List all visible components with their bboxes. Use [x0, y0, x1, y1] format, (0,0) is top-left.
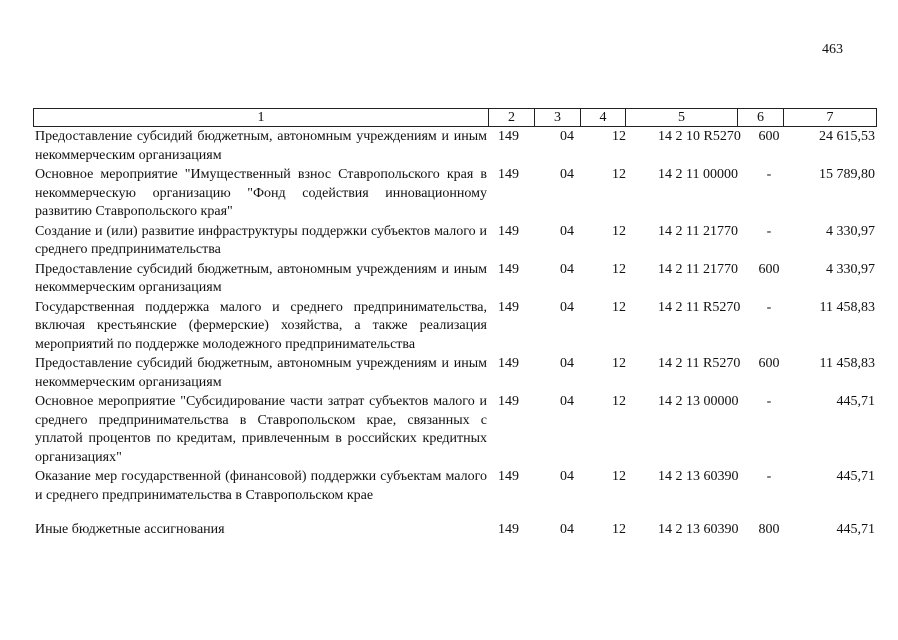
row-section: 04	[560, 522, 574, 537]
row-amount: 4 330,97	[826, 261, 875, 277]
header-col-1: 1	[34, 109, 489, 127]
row-target-article: 14 2 10 R5270	[658, 129, 741, 144]
row-ministry-code: 149	[498, 356, 519, 371]
table-header	[33, 108, 877, 127]
row-section: 04	[560, 299, 574, 315]
row-target-article: 14 2 11 R5270	[658, 299, 741, 315]
row-expense-type: 600	[758, 129, 780, 144]
row-amount: 11 458,83	[819, 299, 875, 315]
row-name: Оказание мер государственной (финансовой) поддержки субъектам малого и среднего предпринимательства в Ставропольском крае	[35, 469, 487, 503]
row-section: 04	[560, 129, 574, 144]
row-amount: 4 330,97	[826, 223, 875, 239]
table-body	[35, 128, 875, 540]
row-name: Иные бюджетные ассигнования	[35, 522, 225, 537]
header-col-7: 7	[784, 109, 877, 127]
row-section: 04	[560, 356, 574, 371]
row-ministry-code: 149	[498, 129, 519, 144]
row-subsection: 12	[612, 223, 626, 239]
row-target-article: 14 2 13 60390	[658, 469, 739, 484]
header-col-6: 6	[738, 109, 784, 127]
table-row	[35, 521, 875, 540]
row-target-article: 14 2 11 R5270	[658, 356, 741, 371]
row-section: 04	[560, 394, 574, 409]
table-row	[35, 393, 875, 467]
table-row	[35, 468, 875, 505]
row-subsection: 12	[612, 522, 626, 537]
row-target-article: 14 2 11 21770	[658, 261, 738, 277]
table-row	[35, 223, 875, 260]
row-name: Предоставление субсидий бюджетным, автономным учреждениям и иным некоммерческим организациям	[35, 356, 487, 390]
row-ministry-code: 149	[498, 167, 519, 182]
row-ministry-code: 149	[498, 261, 519, 277]
row-subsection: 12	[612, 394, 626, 409]
row-expense-type: -	[766, 394, 772, 409]
table-row	[35, 128, 875, 165]
row-subsection: 12	[612, 469, 626, 484]
row-expense-type: 600	[758, 261, 780, 277]
row-name: Создание и (или) развитие инфраструктуры поддержки субъектов малого и среднего предпринимательства	[35, 223, 487, 257]
page-number: 463	[822, 42, 843, 57]
table-row	[35, 355, 875, 392]
row-expense-type: 600	[758, 356, 780, 371]
row-subsection: 12	[612, 129, 626, 144]
header-col-4: 4	[581, 109, 626, 127]
row-ministry-code: 149	[498, 469, 519, 484]
row-target-article: 14 2 11 21770	[658, 223, 738, 239]
header-col-2: 2	[489, 109, 535, 127]
row-expense-type: -	[766, 167, 772, 182]
header-col-3: 3	[535, 109, 581, 127]
row-section: 04	[560, 469, 574, 484]
row-name: Основное мероприятие "Субсидирование части затрат субъектов малого и среднего предпринимательства в Ставропольском крае, связанных с уплатой процентов по кредитам, привлеченным в российских кредитных организациях"	[35, 394, 487, 465]
row-amount: 11 458,83	[819, 356, 875, 371]
row-name: Государственная поддержка малого и среднего предпринимательства, включая крестьянские (фермерские) хозяйства, а также реализация мероприятий по поддержке молодежного предпринимательства	[35, 299, 487, 352]
table-row	[35, 166, 875, 222]
row-amount: 24 615,53	[819, 129, 875, 144]
row-name: Основное мероприятие "Имущественный взнос Ставропольского края в некоммерческую организацию "Фонд содействия инновационному развитию Ставропольского края"	[35, 167, 487, 219]
row-target-article: 14 2 13 60390	[658, 522, 739, 537]
row-expense-type: -	[766, 299, 772, 315]
header-col-5: 5	[626, 109, 738, 127]
row-subsection: 12	[612, 261, 626, 277]
row-amount: 445,71	[836, 394, 875, 409]
row-section: 04	[560, 261, 574, 277]
table-row	[35, 299, 875, 355]
row-ministry-code: 149	[498, 223, 519, 239]
row-ministry-code: 149	[498, 394, 519, 409]
row-expense-type: -	[766, 223, 772, 239]
row-amount: 15 789,80	[819, 167, 875, 182]
row-target-article: 14 2 11 00000	[658, 167, 738, 182]
table-row	[35, 261, 875, 298]
row-target-article: 14 2 13 00000	[658, 394, 739, 409]
row-name: Предоставление субсидий бюджетным, автономным учреждениям и иным некоммерческим организациям	[35, 261, 487, 295]
row-expense-type: -	[766, 469, 772, 484]
row-subsection: 12	[612, 356, 626, 371]
row-amount: 445,71	[836, 522, 875, 537]
row-section: 04	[560, 167, 574, 182]
row-subsection: 12	[612, 299, 626, 315]
row-subsection: 12	[612, 167, 626, 182]
row-expense-type: 800	[758, 522, 780, 537]
row-ministry-code: 149	[498, 522, 519, 537]
row-ministry-code: 149	[498, 299, 519, 315]
row-amount: 445,71	[836, 469, 875, 484]
row-name: Предоставление субсидий бюджетным, автономным учреждениям и иным некоммерческим организациям	[35, 129, 487, 163]
row-section: 04	[560, 223, 574, 239]
